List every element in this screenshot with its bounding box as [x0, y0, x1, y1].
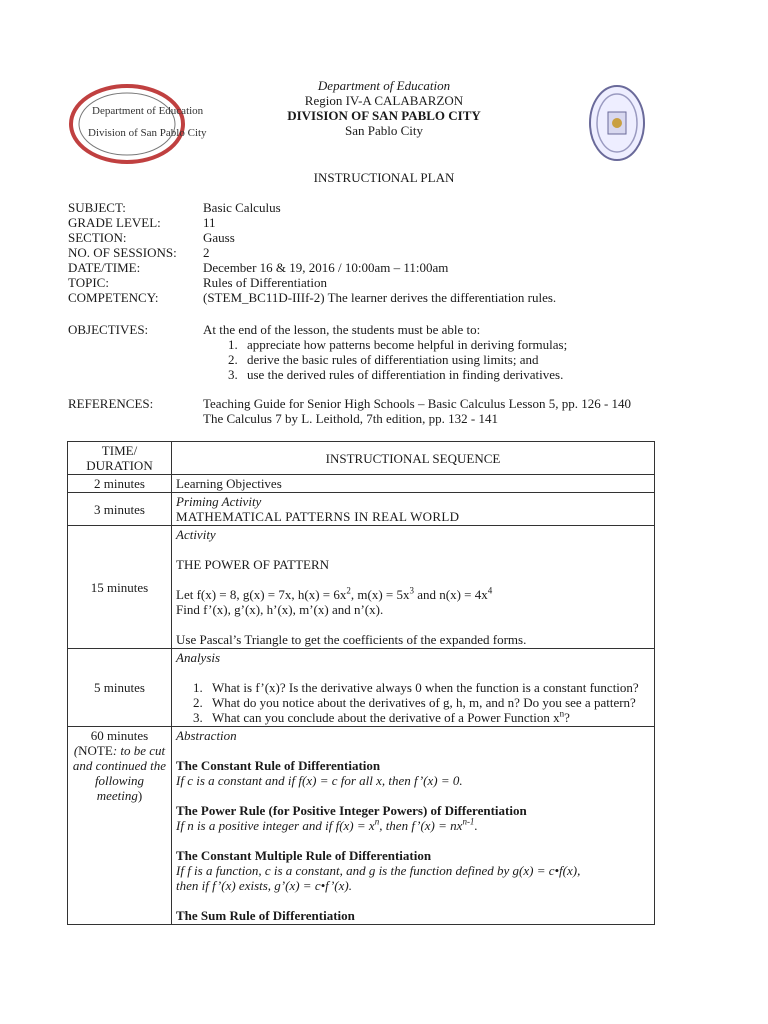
table-row	[68, 493, 655, 526]
info-value: Rules of Differentiation	[203, 275, 327, 290]
activity-find: Find f’(x), g’(x), h’(x), m’(x) and n’(x).	[176, 602, 384, 617]
info-row	[68, 215, 728, 230]
rule-title: The Sum Rule of Differentiation	[176, 908, 355, 923]
section-label: Abstraction	[176, 728, 237, 743]
rule-text: If c is a constant and if f(x) = c for all x, then f’(x) = 0.	[176, 773, 463, 788]
activity-functions: Let f(x) = 8, g(x) = 7x, $h(x) = 6x^2$, $m(x) = 5x^3$ and $n(x) = 4x^4$	[176, 585, 493, 602]
rule-title: The Constant Rule of Differentiation	[176, 758, 381, 773]
info-key: NO. OF SESSIONS:	[68, 245, 177, 260]
info-value: Gauss	[203, 230, 235, 245]
info-key: COMPETENCY:	[68, 290, 159, 305]
sequence-cell: Learning Objectives	[172, 475, 655, 493]
rule-title: The Constant Multiple Rule of Differentiation	[176, 848, 432, 863]
table-row	[68, 649, 655, 727]
plan-info	[68, 200, 728, 305]
column-header-sequence: INSTRUCTIONAL SEQUENCE	[172, 442, 655, 475]
table-row	[68, 526, 655, 649]
section-text: MATHEMATICAL PATTERNS IN REAL WORLD	[176, 509, 460, 524]
objectives-list	[203, 337, 567, 382]
rule-text: If n is a positive integer and if $f(x) = x^n$, then f’(x) = $nx^{n-1}$.	[176, 816, 478, 833]
info-value: 2	[203, 245, 210, 260]
analysis-questions	[176, 680, 650, 725]
section-label: Activity	[176, 527, 216, 542]
duration-cell: 60 minutes (NOTE: to be cut and continued the following meeting)	[68, 727, 172, 925]
plan-title: INSTRUCTIONAL PLAN	[313, 170, 455, 185]
section-label: Priming Activity	[176, 494, 262, 509]
cut-note: (NOTE: to be cut and continued the following meeting)	[72, 743, 167, 803]
objective-item: 3. use the derived rules of differentiation in finding derivatives.	[241, 367, 567, 382]
duration-cell: 3 minutes	[68, 493, 172, 526]
references-section	[68, 396, 758, 426]
objectives-section	[68, 322, 748, 382]
objective-item: 1. appreciate how patterns become helpful in deriving formulas;	[241, 337, 567, 352]
info-value: Basic Calculus	[203, 200, 281, 215]
sequence-cell	[172, 727, 655, 925]
table-row	[68, 475, 655, 493]
rule-text: If f is a function, c is a constant, and g is the function defined by g(x) = c•f(x),	[176, 863, 581, 878]
division-name: DIVISION OF SAN PABLO CITY	[287, 108, 481, 123]
info-value: (STEM_BC11D-IIIf-2) The learner derives the differentiation rules.	[203, 290, 557, 305]
table-header-row	[68, 442, 655, 475]
analysis-question: 1. What is f’(x)? Is the derivative always 0 when the function is a constant function?	[206, 680, 650, 695]
department-name: Department of Education	[317, 78, 451, 93]
info-row	[68, 245, 728, 260]
city-name: San Pablo City	[344, 123, 423, 138]
info-key: SUBJECT:	[68, 200, 126, 215]
info-key: SECTION:	[68, 230, 127, 245]
info-row	[68, 230, 728, 245]
sequence-cell	[172, 526, 655, 649]
info-value: 11	[203, 215, 216, 230]
letterhead	[0, 78, 768, 138]
duration-cell: 15 minutes	[68, 526, 172, 649]
analysis-question: 2. What do you notice about the derivatives of g, h, m, and n? Do you see a pattern?	[206, 695, 650, 710]
objective-item: 2. derive the basic rules of differentiation using limits; and	[241, 352, 567, 367]
seal-line1: Department of Education	[92, 105, 204, 117]
sequence-cell	[172, 493, 655, 526]
analysis-question: 3. What can you conclude about the derivative of a Power Function $x^n$?	[206, 710, 650, 725]
reference-item: Teaching Guide for Senior High Schools – Basic Calculus Lesson 5, pp. 126 - 140	[203, 396, 632, 411]
column-header-time: TIME/ DURATION	[68, 442, 172, 475]
info-row	[68, 260, 728, 275]
activity-pascal: Use Pascal’s Triangle to get the coefficients of the expanded forms.	[176, 632, 527, 647]
reference-item: The Calculus 7 by L. Leithold, 7th edition, pp. 132 - 141	[203, 411, 498, 426]
info-key: GRADE LEVEL:	[68, 215, 161, 230]
seal-line2: Division of San Pablo City	[88, 127, 207, 139]
region-name: Region IV-A CALABARZON	[304, 93, 464, 108]
section-label: Analysis	[176, 650, 221, 665]
info-value: December 16 & 19, 2016 / 10:00am – 11:00am	[203, 260, 449, 275]
rule-title: The Power Rule (for Positive Integer Powers) of Differentiation	[176, 803, 527, 818]
objectives-intro: At the end of the lesson, the students must be able to:	[203, 322, 481, 337]
instructional-sequence-table	[67, 441, 655, 925]
info-row	[68, 290, 728, 305]
duration-cell: 2 minutes	[68, 475, 172, 493]
sequence-cell	[172, 649, 655, 727]
info-key: DATE/TIME:	[68, 260, 141, 275]
objectives-key: OBJECTIVES:	[68, 322, 149, 337]
activity-heading: THE POWER OF PATTERN	[176, 557, 330, 572]
duration-cell: 5 minutes	[68, 649, 172, 727]
table-row	[68, 727, 655, 925]
rule-text: then if f’(x) exists, g’(x) = c•f’(x).	[176, 878, 352, 893]
info-key: TOPIC:	[68, 275, 109, 290]
info-row	[68, 200, 728, 215]
info-row	[68, 275, 728, 290]
references-key: REFERENCES:	[68, 396, 154, 411]
